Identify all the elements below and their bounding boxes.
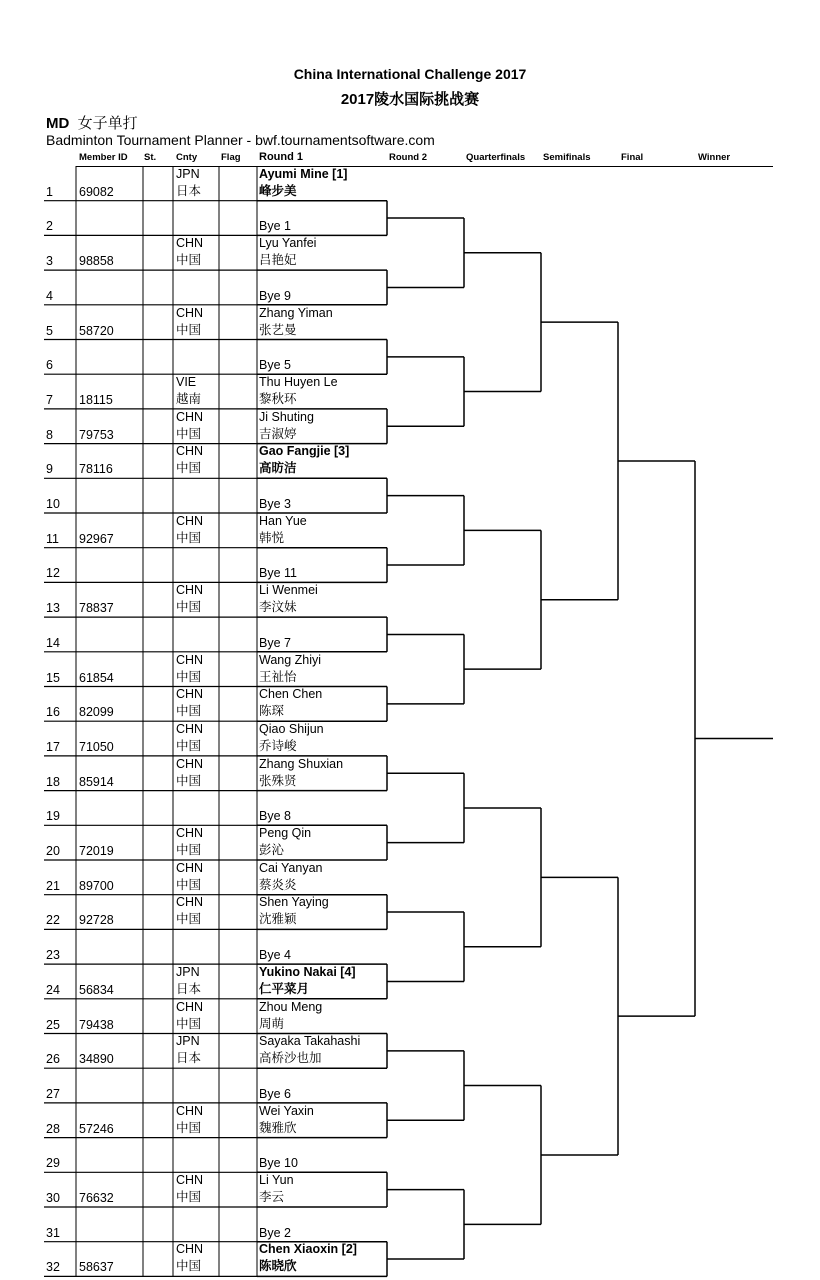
player-name: Chen Xiaoxin [2] <box>259 1242 357 1257</box>
player-name-chinese: 黎秋环 <box>259 391 297 406</box>
country-code: CHN <box>176 721 204 736</box>
draw-position: 17 <box>46 739 60 754</box>
player-name: Qiao Shijun <box>259 721 324 736</box>
country-name-chinese: 中国 <box>176 773 202 788</box>
player-name-chinese: 峰步美 <box>259 183 297 198</box>
bye-label: Bye 7 <box>259 635 291 650</box>
member-id: 69082 <box>79 184 114 199</box>
draw-position: 7 <box>46 392 53 407</box>
draw-position: 10 <box>46 497 60 511</box>
player-name-chinese: 高昉洁 <box>259 461 297 476</box>
country-name-chinese: 中国 <box>176 530 202 545</box>
country-name-chinese: 中国 <box>176 322 202 337</box>
member-id: 56834 <box>79 982 114 997</box>
player-name: Gao Fangjie [3] <box>259 444 350 459</box>
player-name-chinese: 陈晓欣 <box>259 1259 297 1274</box>
member-id: 58720 <box>79 323 114 338</box>
member-id: 78837 <box>79 601 114 616</box>
member-id: 76632 <box>79 1191 114 1205</box>
country-name-chinese: 中国 <box>176 704 202 719</box>
player-name: Zhang Yiman <box>259 305 333 320</box>
bye-label: Bye 1 <box>259 219 291 234</box>
member-id: 57246 <box>79 1121 114 1136</box>
player-name: Li Wenmei <box>259 583 318 598</box>
country-code: CHN <box>176 1173 204 1187</box>
player-name-chinese: 王祉怡 <box>259 669 297 684</box>
draw-position: 20 <box>46 844 60 858</box>
country-name-chinese: 中国 <box>176 253 202 268</box>
page-title-chinese: 2017陵水国际挑战赛 <box>340 91 480 108</box>
player-name: Wei Yaxin <box>259 1103 314 1118</box>
bye-label: Bye 10 <box>259 1156 298 1171</box>
header-member-id: Member ID <box>79 152 128 163</box>
member-id: 79753 <box>79 427 114 442</box>
draw-position: 13 <box>46 601 60 616</box>
player-name: Cai Yanyan <box>259 860 323 875</box>
draw-position: 24 <box>46 982 60 997</box>
header-country: Cnty <box>176 152 198 163</box>
country-code: CHN <box>176 826 204 840</box>
country-code: JPN <box>176 964 200 979</box>
player-name: Han Yue <box>259 513 307 528</box>
member-id: 61854 <box>79 670 114 685</box>
country-code: CHN <box>176 687 204 702</box>
draw-position: 22 <box>46 913 60 928</box>
country-code: CHN <box>176 860 204 875</box>
draw-position: 26 <box>46 1052 60 1067</box>
draw-position: 3 <box>46 254 53 269</box>
draw-position: 6 <box>46 358 53 373</box>
header-winner: Winner <box>698 152 731 163</box>
member-id: 58637 <box>79 1260 114 1275</box>
player-name-chinese: 周萌 <box>259 1016 285 1031</box>
player-name-chinese: 张殊贤 <box>259 773 297 788</box>
event-name: 女子单打 <box>77 115 138 132</box>
member-id: 71050 <box>79 739 114 754</box>
member-id: 78116 <box>79 462 113 477</box>
member-id: 34890 <box>79 1052 114 1067</box>
country-code: CHN <box>176 444 204 459</box>
country-code: JPN <box>176 166 200 181</box>
country-code: CHN <box>176 652 204 667</box>
member-id: 98858 <box>79 254 114 269</box>
player-name-chinese: 高桥沙也加 <box>259 1051 322 1066</box>
header-quarterfinals: Quarterfinals <box>466 152 526 163</box>
player-name: Peng Qin <box>259 826 312 840</box>
bye-label: Bye 2 <box>259 1225 291 1240</box>
player-name: Chen Chen <box>259 687 323 702</box>
draw-position: 31 <box>46 1225 60 1240</box>
country-name-chinese: 中国 <box>176 426 202 441</box>
member-id: 82099 <box>79 705 114 720</box>
country-code: CHN <box>176 236 204 251</box>
country-name-chinese: 中国 <box>176 738 202 753</box>
draw-position: 30 <box>46 1191 60 1205</box>
country-code: CHN <box>176 583 204 598</box>
player-name: Zhang Shuxian <box>259 756 344 771</box>
draw-position: 19 <box>46 809 60 824</box>
draw-position: 14 <box>46 635 60 650</box>
country-name-chinese: 中国 <box>176 843 202 857</box>
player-name: Li Yun <box>259 1173 294 1187</box>
member-id: 92967 <box>79 531 114 546</box>
draw-position: 5 <box>46 323 53 338</box>
bye-label: Bye 5 <box>259 358 291 373</box>
player-name: Thu Huyen Le <box>259 374 338 389</box>
country-name-chinese: 中国 <box>176 600 202 615</box>
draw-position: 21 <box>46 878 60 893</box>
draw-position: 25 <box>46 1017 60 1032</box>
member-id: 18115 <box>79 392 113 407</box>
draw-position: 23 <box>46 948 60 963</box>
country-code: CHN <box>176 1242 204 1257</box>
draw-position: 15 <box>46 670 60 685</box>
header-flag: Flag <box>221 152 241 163</box>
member-id: 85914 <box>79 774 114 789</box>
draw-position: 12 <box>46 566 60 581</box>
country-name-chinese: 中国 <box>176 461 202 476</box>
country-code: CHN <box>176 999 204 1014</box>
header-round1: Round 1 <box>259 151 303 163</box>
member-id: 72019 <box>79 844 114 858</box>
player-name-chinese: 李云 <box>259 1190 285 1204</box>
bye-label: Bye 6 <box>259 1086 291 1101</box>
player-name: Wang Zhiyi <box>259 652 322 667</box>
header-final: Final <box>621 152 644 163</box>
country-name-chinese: 中国 <box>176 912 202 927</box>
draw-position: 4 <box>46 288 53 303</box>
player-name-chinese: 陈琛 <box>259 704 285 719</box>
player-name: Ji Shuting <box>259 409 314 424</box>
draw-position: 11 <box>46 531 59 546</box>
draw-position: 16 <box>46 705 60 720</box>
country-name-chinese: 中国 <box>176 1190 202 1204</box>
player-name: Sayaka Takahashi <box>259 1034 361 1049</box>
bye-label: Bye 4 <box>259 948 291 963</box>
player-name-chinese: 韩悦 <box>259 530 285 545</box>
country-name-chinese: 日本 <box>176 1051 202 1066</box>
header-semifinals: Semifinals <box>543 152 591 163</box>
bye-label: Bye 3 <box>259 497 291 511</box>
country-name-chinese: 中国 <box>176 877 202 892</box>
country-code: CHN <box>176 895 204 910</box>
player-name: Shen Yaying <box>259 895 329 910</box>
country-name-chinese: 中国 <box>176 1259 202 1274</box>
bye-label: Bye 9 <box>259 288 291 303</box>
country-code: CHN <box>176 756 204 771</box>
player-name-chinese: 李汶妹 <box>259 600 297 615</box>
player-name-chinese: 沈雅颖 <box>259 912 297 927</box>
country-name-chinese: 日本 <box>176 183 202 198</box>
header-status: St. <box>144 152 157 163</box>
country-code: VIE <box>176 374 197 389</box>
draw-position: 18 <box>46 774 60 789</box>
member-id: 89700 <box>79 878 114 893</box>
player-name-chinese: 乔诗峻 <box>259 738 297 753</box>
draw-position: 8 <box>46 427 53 442</box>
draw-position: 27 <box>46 1086 60 1101</box>
player-name: Ayumi Mine [1] <box>259 166 348 181</box>
header-round2: Round 2 <box>389 152 427 163</box>
player-name-chinese: 蔡炎炎 <box>259 877 297 892</box>
player-name-chinese: 吕艳妃 <box>259 253 297 268</box>
event-code: MD <box>46 115 70 132</box>
player-name-chinese: 吉淑婷 <box>259 426 297 441</box>
draw-position: 2 <box>46 219 53 234</box>
member-id: 92728 <box>79 913 114 928</box>
member-id: 79438 <box>79 1017 114 1032</box>
draw-position: 1 <box>46 184 53 199</box>
country-name-chinese: 日本 <box>176 981 202 996</box>
player-name: Lyu Yanfei <box>259 236 317 251</box>
subtitle: Badminton Tournament Planner - bwf.tournamentsoftware.com <box>46 132 435 148</box>
country-name-chinese: 中国 <box>176 669 202 684</box>
country-code: CHN <box>176 305 204 320</box>
player-name-chinese: 魏雅欣 <box>259 1120 297 1135</box>
player-name-chinese: 仁平菜月 <box>259 981 310 996</box>
draw-position: 9 <box>46 462 53 477</box>
player-name: Zhou Meng <box>259 999 323 1014</box>
country-name-chinese: 越南 <box>176 391 202 406</box>
country-code: CHN <box>176 1103 204 1118</box>
player-name-chinese: 彭沁 <box>259 843 285 857</box>
country-name-chinese: 中国 <box>176 1016 202 1031</box>
country-code: CHN <box>176 513 204 528</box>
country-code: JPN <box>176 1034 200 1049</box>
country-name-chinese: 中国 <box>176 1120 202 1135</box>
draw-position: 29 <box>46 1156 60 1171</box>
bye-label: Bye 8 <box>259 809 291 824</box>
player-name: Yukino Nakai [4] <box>259 964 356 979</box>
bye-label: Bye 11 <box>259 566 297 581</box>
player-name-chinese: 张艺曼 <box>259 322 297 337</box>
country-code: CHN <box>176 409 204 424</box>
draw-position: 32 <box>46 1260 60 1275</box>
page-title: China International Challenge 2017 <box>293 66 527 82</box>
draw-position: 28 <box>46 1121 60 1136</box>
